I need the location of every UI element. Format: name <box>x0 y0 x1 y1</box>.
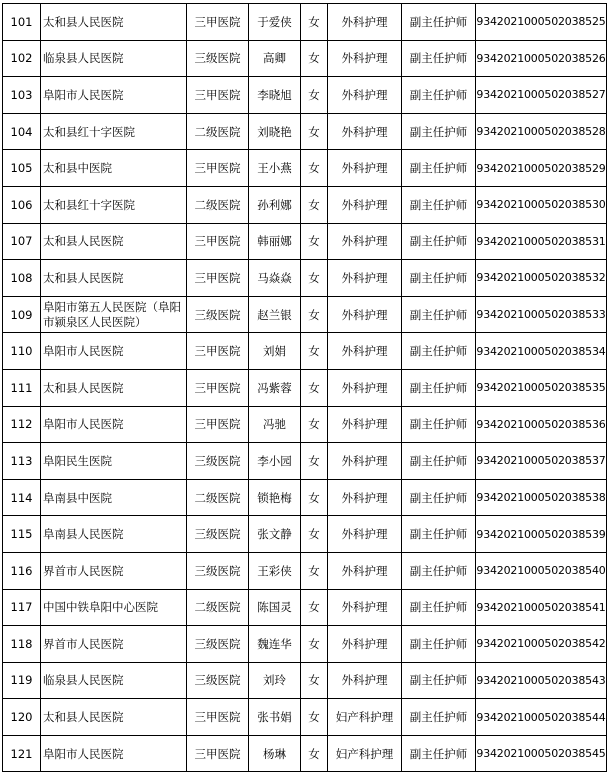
professional-title: 副主任护师 <box>402 735 476 772</box>
professional-title: 副主任护师 <box>402 223 476 260</box>
table-row <box>3 4 607 41</box>
hospital-name: 太和县人民医院 <box>41 369 187 406</box>
professional-title: 副主任护师 <box>402 369 476 406</box>
person-name: 赵兰银 <box>249 296 301 333</box>
sex: 女 <box>301 479 328 516</box>
table-row <box>3 699 607 736</box>
table-row <box>3 662 607 699</box>
row-number: 113 <box>3 443 41 480</box>
table-row <box>3 333 607 370</box>
specialty: 外科护理 <box>328 223 402 260</box>
row-number: 114 <box>3 479 41 516</box>
hospital-name: 临泉县人民医院 <box>41 662 187 699</box>
certificate-number: 9342021000502038538 <box>476 479 607 516</box>
specialty: 外科护理 <box>328 150 402 187</box>
person-name: 王彩侠 <box>249 552 301 589</box>
professional-title: 副主任护师 <box>402 150 476 187</box>
person-name: 张文静 <box>249 516 301 553</box>
specialty: 外科护理 <box>328 40 402 77</box>
hospital-grade: 三级医院 <box>187 443 249 480</box>
sex: 女 <box>301 735 328 772</box>
hospital-grade: 三级医院 <box>187 40 249 77</box>
table-row <box>3 443 607 480</box>
person-name: 冯驰 <box>249 406 301 443</box>
specialty: 外科护理 <box>328 626 402 663</box>
certificate-number: 9342021000502038530 <box>476 186 607 223</box>
row-number: 105 <box>3 150 41 187</box>
professional-title: 副主任护师 <box>402 589 476 626</box>
hospital-name: 太和县中医院 <box>41 150 187 187</box>
sex: 女 <box>301 40 328 77</box>
person-name: 于爱侠 <box>249 4 301 41</box>
hospital-name: 阜阳市第五人民医院（阜阳市颍泉区人民医院） <box>41 296 187 333</box>
person-name: 高卿 <box>249 40 301 77</box>
professional-title: 副主任护师 <box>402 4 476 41</box>
hospital-grade: 二级医院 <box>187 186 249 223</box>
specialty: 外科护理 <box>328 443 402 480</box>
row-number: 109 <box>3 296 41 333</box>
sex: 女 <box>301 589 328 626</box>
hospital-grade: 三级医院 <box>187 552 249 589</box>
table-row <box>3 223 607 260</box>
sex: 女 <box>301 443 328 480</box>
hospital-name: 太和县红十字医院 <box>41 186 187 223</box>
hospital-grade: 三级医院 <box>187 296 249 333</box>
specialty: 外科护理 <box>328 589 402 626</box>
hospital-grade: 三甲医院 <box>187 735 249 772</box>
certificate-number: 9342021000502038543 <box>476 662 607 699</box>
hospital-name: 太和县人民医院 <box>41 699 187 736</box>
person-name: 刘玲 <box>249 662 301 699</box>
hospital-grade: 三级医院 <box>187 516 249 553</box>
certificate-number: 9342021000502038541 <box>476 589 607 626</box>
hospital-name: 太和县人民医院 <box>41 4 187 41</box>
specialty: 外科护理 <box>328 662 402 699</box>
row-number: 103 <box>3 77 41 114</box>
specialty: 妇产科护理 <box>328 699 402 736</box>
certificate-number: 9342021000502038544 <box>476 699 607 736</box>
sex: 女 <box>301 516 328 553</box>
hospital-name: 阜阳市人民医院 <box>41 735 187 772</box>
sex: 女 <box>301 552 328 589</box>
professional-title: 副主任护师 <box>402 443 476 480</box>
row-number: 116 <box>3 552 41 589</box>
table-row <box>3 479 607 516</box>
hospital-grade: 三甲医院 <box>187 223 249 260</box>
hospital-grade: 三甲医院 <box>187 150 249 187</box>
professional-title: 副主任护师 <box>402 406 476 443</box>
person-name: 李晓旭 <box>249 77 301 114</box>
row-number: 110 <box>3 333 41 370</box>
table-row <box>3 296 607 333</box>
hospital-name: 阜阳民生医院 <box>41 443 187 480</box>
specialty: 外科护理 <box>328 406 402 443</box>
sex: 女 <box>301 150 328 187</box>
specialty: 妇产科护理 <box>328 735 402 772</box>
specialty: 外科护理 <box>328 369 402 406</box>
table-row <box>3 77 607 114</box>
row-number: 106 <box>3 186 41 223</box>
certificate-number: 9342021000502038529 <box>476 150 607 187</box>
specialty: 外科护理 <box>328 516 402 553</box>
certificate-number: 9342021000502038539 <box>476 516 607 553</box>
hospital-grade: 二级医院 <box>187 113 249 150</box>
hospital-grade: 三甲医院 <box>187 260 249 297</box>
professional-title: 副主任护师 <box>402 40 476 77</box>
certificate-number: 9342021000502038532 <box>476 260 607 297</box>
person-name: 锁艳梅 <box>249 479 301 516</box>
person-name: 杨琳 <box>249 735 301 772</box>
professional-title: 副主任护师 <box>402 113 476 150</box>
table-row <box>3 369 607 406</box>
person-name: 魏连华 <box>249 626 301 663</box>
specialty: 外科护理 <box>328 77 402 114</box>
person-name: 张书娟 <box>249 699 301 736</box>
table-row <box>3 735 607 772</box>
certificate-number: 9342021000502038542 <box>476 626 607 663</box>
certificate-number: 9342021000502038526 <box>476 40 607 77</box>
hospital-name: 界首市人民医院 <box>41 626 187 663</box>
row-number: 118 <box>3 626 41 663</box>
person-name: 陈国灵 <box>249 589 301 626</box>
certificate-number: 9342021000502038528 <box>476 113 607 150</box>
table-row <box>3 150 607 187</box>
professional-title: 副主任护师 <box>402 260 476 297</box>
row-number: 120 <box>3 699 41 736</box>
roster-table <box>2 3 607 772</box>
person-name: 李小园 <box>249 443 301 480</box>
sex: 女 <box>301 4 328 41</box>
professional-title: 副主任护师 <box>402 479 476 516</box>
person-name: 冯紫蓉 <box>249 369 301 406</box>
certificate-number: 9342021000502038536 <box>476 406 607 443</box>
specialty: 外科护理 <box>328 333 402 370</box>
sex: 女 <box>301 260 328 297</box>
table-row <box>3 516 607 553</box>
row-number: 104 <box>3 113 41 150</box>
certificate-number: 9342021000502038533 <box>476 296 607 333</box>
hospital-name: 阜阳市人民医院 <box>41 406 187 443</box>
hospital-grade: 三甲医院 <box>187 333 249 370</box>
hospital-name: 阜南县人民医院 <box>41 516 187 553</box>
hospital-grade: 三甲医院 <box>187 406 249 443</box>
certificate-number: 9342021000502038534 <box>476 333 607 370</box>
sex: 女 <box>301 223 328 260</box>
table-row <box>3 406 607 443</box>
person-name: 王小燕 <box>249 150 301 187</box>
specialty: 外科护理 <box>328 552 402 589</box>
hospital-name: 中国中铁阜阳中心医院 <box>41 589 187 626</box>
specialty: 外科护理 <box>328 186 402 223</box>
row-number: 108 <box>3 260 41 297</box>
sex: 女 <box>301 77 328 114</box>
certificate-number: 9342021000502038545 <box>476 735 607 772</box>
certificate-number: 9342021000502038531 <box>476 223 607 260</box>
hospital-grade: 二级医院 <box>187 479 249 516</box>
table-row <box>3 552 607 589</box>
row-number: 121 <box>3 735 41 772</box>
sex: 女 <box>301 296 328 333</box>
hospital-grade: 三甲医院 <box>187 369 249 406</box>
professional-title: 副主任护师 <box>402 296 476 333</box>
hospital-grade: 三级医院 <box>187 662 249 699</box>
professional-title: 副主任护师 <box>402 186 476 223</box>
hospital-grade: 三级医院 <box>187 626 249 663</box>
table-row <box>3 113 607 150</box>
hospital-name: 临泉县人民医院 <box>41 40 187 77</box>
row-number: 102 <box>3 40 41 77</box>
specialty: 外科护理 <box>328 113 402 150</box>
sex: 女 <box>301 626 328 663</box>
specialty: 外科护理 <box>328 4 402 41</box>
table-row <box>3 186 607 223</box>
row-number: 101 <box>3 4 41 41</box>
professional-title: 副主任护师 <box>402 552 476 589</box>
person-name: 孙利娜 <box>249 186 301 223</box>
hospital-name: 阜南县中医院 <box>41 479 187 516</box>
table-row <box>3 589 607 626</box>
specialty: 外科护理 <box>328 260 402 297</box>
hospital-grade: 二级医院 <box>187 589 249 626</box>
specialty: 外科护理 <box>328 479 402 516</box>
hospital-name: 太和县人民医院 <box>41 223 187 260</box>
table-row <box>3 626 607 663</box>
sex: 女 <box>301 662 328 699</box>
hospital-name: 界首市人民医院 <box>41 552 187 589</box>
table-row <box>3 260 607 297</box>
person-name: 刘晓艳 <box>249 113 301 150</box>
sex: 女 <box>301 699 328 736</box>
hospital-name: 太和县人民医院 <box>41 260 187 297</box>
row-number: 117 <box>3 589 41 626</box>
sex: 女 <box>301 186 328 223</box>
certificate-number: 934202100050203852​5 <box>476 4 607 41</box>
certificate-number: 9342021000502038535 <box>476 369 607 406</box>
professional-title: 副主任护师 <box>402 662 476 699</box>
professional-title: 副主任护师 <box>402 333 476 370</box>
sex: 女 <box>301 333 328 370</box>
row-number: 115 <box>3 516 41 553</box>
professional-title: 副主任护师 <box>402 77 476 114</box>
sex: 女 <box>301 113 328 150</box>
certificate-number: 9342021000502038537 <box>476 443 607 480</box>
row-number: 107 <box>3 223 41 260</box>
person-name: 马焱焱 <box>249 260 301 297</box>
certificate-number: 9342021000502038540 <box>476 552 607 589</box>
row-number: 111 <box>3 369 41 406</box>
person-name: 韩丽娜 <box>249 223 301 260</box>
hospital-name: 阜阳市人民医院 <box>41 333 187 370</box>
table-row <box>3 40 607 77</box>
hospital-grade: 三甲医院 <box>187 699 249 736</box>
row-number: 119 <box>3 662 41 699</box>
sex: 女 <box>301 369 328 406</box>
hospital-grade: 三甲医院 <box>187 77 249 114</box>
hospital-grade: 三甲医院 <box>187 4 249 41</box>
professional-title: 副主任护师 <box>402 516 476 553</box>
hospital-name: 阜阳市人民医院 <box>41 77 187 114</box>
certificate-number: 9342021000502038527 <box>476 77 607 114</box>
hospital-name: 太和县红十字医院 <box>41 113 187 150</box>
professional-title: 副主任护师 <box>402 626 476 663</box>
person-name: 刘娟 <box>249 333 301 370</box>
sex: 女 <box>301 406 328 443</box>
professional-title: 副主任护师 <box>402 699 476 736</box>
roster-body <box>3 4 607 772</box>
row-number: 112 <box>3 406 41 443</box>
specialty: 外科护理 <box>328 296 402 333</box>
